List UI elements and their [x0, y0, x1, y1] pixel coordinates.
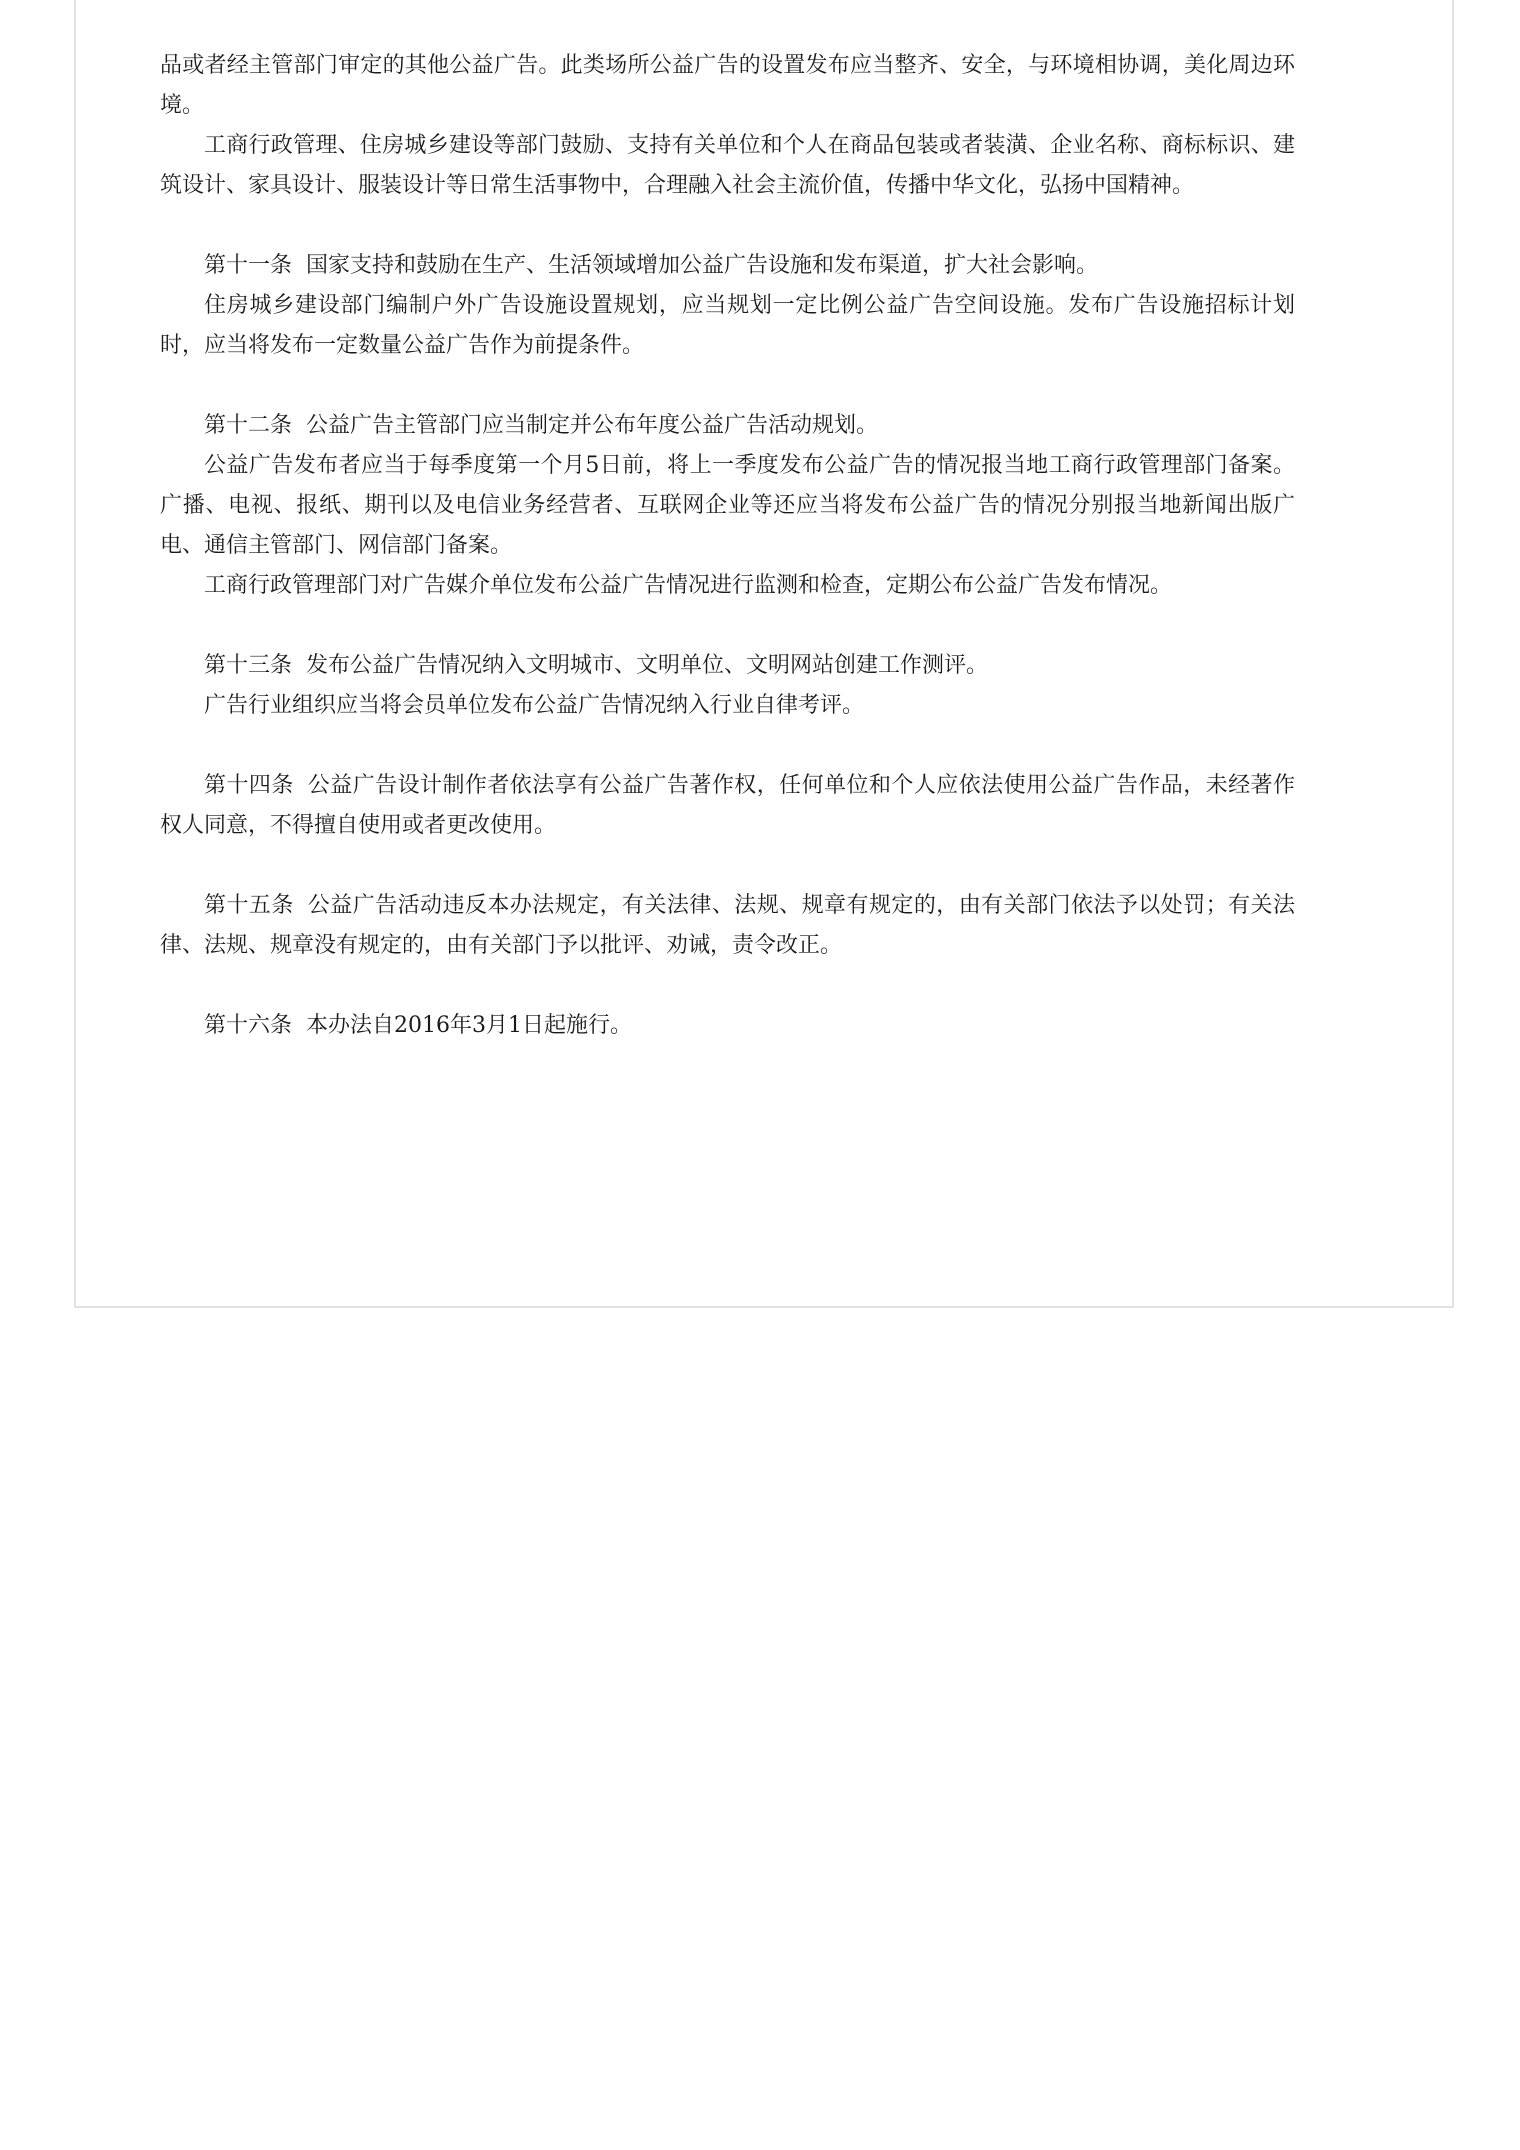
article-11 — [160, 246, 1295, 366]
paragraph — [160, 646, 1295, 686]
article-number: 第十三条 — [204, 653, 293, 678]
article-number: 第十六条 — [204, 1013, 293, 1038]
article-16 — [160, 1006, 1295, 1046]
paragraph: 工商行政管理部门对广告媒介单位发布公益广告情况进行监测和检查，定期公布公益广告发布情况。 — [204, 573, 1173, 598]
paragraph-text: 公益广告主管部门应当制定并公布年度公益广告活动规划。 — [306, 413, 879, 438]
article-block — [160, 46, 1295, 206]
paragraph — [160, 886, 1295, 966]
paragraph — [160, 1006, 1295, 1046]
article-12 — [160, 406, 1295, 606]
article-14 — [160, 766, 1295, 846]
paragraph: 品或者经主管部门审定的其他公益广告。此类场所公益广告的设置发布应当整齐、安全，与环境相协调，美化周边环境。 — [160, 53, 1295, 118]
paragraph-text: 公益广告活动违反本办法规定，有关法律、法规、规章有规定的，由有关部门依法予以处罚；有关法律、法规、规章没有规定的，由有关部门予以批评、劝诫，责令改正。 — [160, 893, 1295, 958]
paragraph — [160, 406, 1295, 446]
paragraph-text: 发布公益广告情况纳入文明城市、文明单位、文明网站创建工作测评。 — [306, 653, 989, 678]
article-number: 第十一条 — [204, 253, 293, 278]
paragraph-text: 本办法自2016年3月1日起施行。 — [306, 1013, 632, 1038]
paragraph: 工商行政管理、住房城乡建设等部门鼓励、支持有关单位和个人在商品包装或者装潢、企业名称、商标标识、建筑设计、家具设计、服装设计等日常生活事物中，合理融入社会主流价值，传播中华文化，弘扬中国精神。 — [160, 133, 1295, 198]
paragraph: 住房城乡建设部门编制户外广告设施设置规划，应当规划一定比例公益广告空间设施。发布广告设施招标计划时，应当将发布一定数量公益广告作为前提条件。 — [160, 293, 1295, 358]
paragraph-text: 公益广告设计制作者依法享有公益广告著作权，任何单位和个人应依法使用公益广告作品，未经著作权人同意，不得擅自使用或者更改使用。 — [160, 773, 1295, 838]
paragraph — [160, 246, 1295, 286]
paragraph: 公益广告发布者应当于每季度第一个月5日前，将上一季度发布公益广告的情况报当地工商行政管理部门备案。广播、电视、报纸、期刊以及电信业务经营者、互联网企业等还应当将发布公益广告的情况分别报当地新闻出版广电、通信主管部门、网信部门备案。 — [160, 453, 1295, 558]
document-body — [160, 46, 1295, 1046]
article-number: 第十五条 — [204, 893, 294, 918]
article-number: 第十四条 — [204, 773, 294, 798]
article-13 — [160, 646, 1295, 726]
paragraph: 广告行业组织应当将会员单位发布公益广告情况纳入行业自律考评。 — [204, 693, 865, 718]
article-number: 第十二条 — [204, 413, 293, 438]
paragraph — [160, 766, 1295, 846]
article-15 — [160, 886, 1295, 966]
paragraph-text: 国家支持和鼓励在生产、生活领域增加公益广告设施和发布渠道，扩大社会影响。 — [306, 253, 1099, 278]
